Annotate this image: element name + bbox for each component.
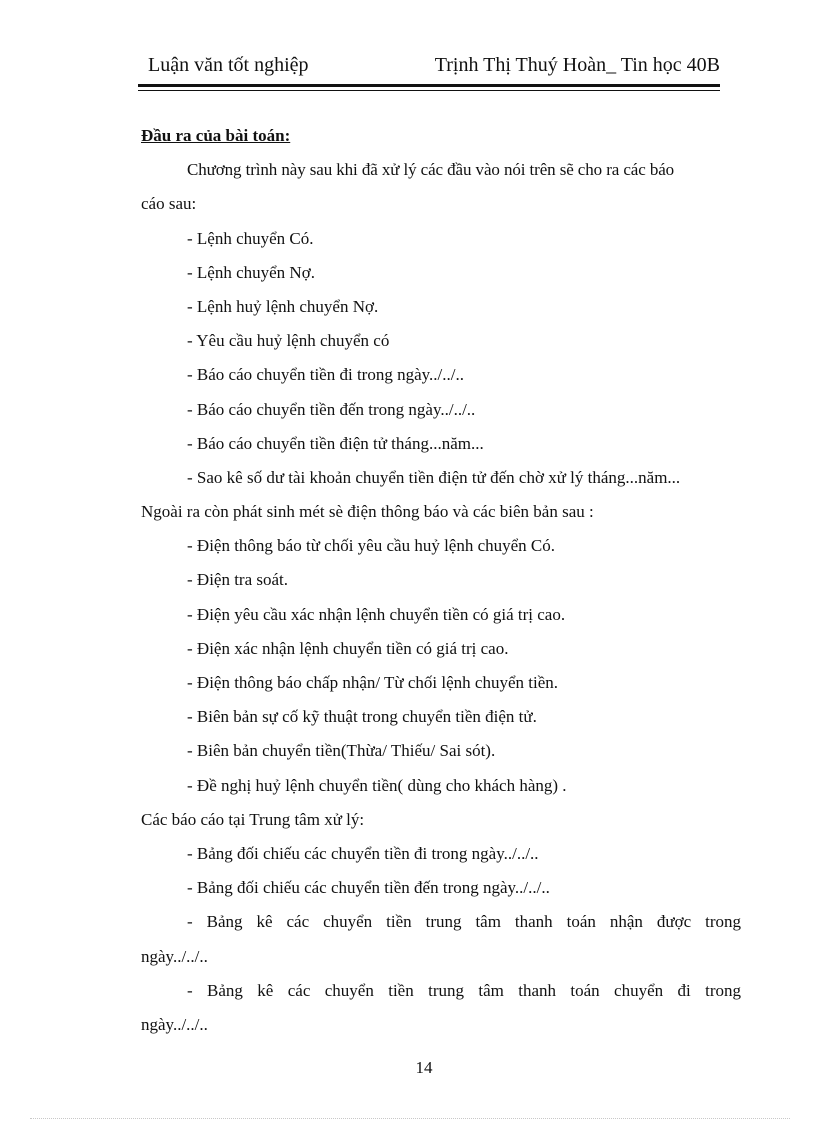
extra-item: - Đề nghị huỷ lệnh chuyển tiền( dùng cho khách hàng) .: [187, 775, 567, 795]
center-report-item: - Bảng đối chiếu các chuyển tiền đến trong ngày../../..: [187, 878, 550, 898]
extra-item: - Điện thông báo chấp nhận/ Từ chối lệnh chuyển tiền.: [187, 673, 558, 692]
report-item: - Yêu cầu huỷ lệnh chuyển có: [187, 331, 390, 351]
extra-item: - Biên bản chuyển tiền(Thừa/ Thiếu/ Sai sót).: [187, 741, 496, 761]
intro-line-1: Chương trình này sau khi đã xử lý các đầu vào nói trên sẽ cho ra các báo: [187, 160, 675, 180]
center-report-item: - Bảng đối chiếu các chuyển tiền đi trong ngày../../..: [187, 843, 539, 863]
report-item: - Lệnh huỷ lệnh chuyển Nợ.: [187, 296, 379, 316]
long-item-line-1: - Bảng kê các chuyển tiền trung tâm thanh toán nhận được trong: [187, 912, 741, 932]
extra-item: - Điện tra soát.: [187, 570, 289, 590]
long-item-line-2: ngày../../..: [141, 946, 208, 966]
extra-item: - Điện yêu cầu xác nhận lệnh chuyển tiền có giá trị cao.: [187, 604, 566, 624]
report-item: - Lệnh chuyển Có.: [187, 228, 314, 248]
extras-intro: Ngoài ra còn phát sinh mét sè điện thông báo và các biên bản sau :: [141, 502, 594, 522]
report-item: - Sao kê số dư tài khoản chuyển tiền điện tử đến chờ xử lý tháng...năm...: [187, 467, 681, 487]
section-heading: Đầu ra của bài toán:: [141, 126, 291, 145]
header-author: Trịnh Thị Thuý Hoàn_ Tin học 40B: [434, 54, 720, 76]
page-header: [138, 48, 720, 84]
document-body: [141, 119, 741, 1042]
header-thesis-label: Luận văn tốt nghiệp: [148, 54, 309, 76]
report-item: - Báo cáo chuyển tiền đi trong ngày../../..: [187, 365, 464, 385]
extra-item: - Điện thông báo từ chối yêu cầu huỷ lệnh chuyển Có.: [187, 536, 556, 556]
long-item-line-1: - Bảng kê các chuyển tiền trung tâm thanh toán chuyển đi trong: [187, 980, 741, 1000]
long-item-line-2: ngày../../..: [141, 1014, 208, 1034]
extra-item: - Điện xác nhận lệnh chuyển tiền có giá trị cao.: [187, 638, 509, 658]
page-number: 14: [415, 1058, 433, 1077]
report-item: - Báo cáo chuyển tiền điện tử tháng...năm...: [187, 433, 484, 453]
header-rule-thin: [138, 90, 720, 91]
header-rule-thick: [138, 84, 720, 87]
page-bottom-border: [30, 1118, 790, 1119]
center-intro: Các báo cáo tại Trung tâm xử lý:: [141, 809, 365, 829]
report-item: - Lệnh chuyển Nợ.: [187, 262, 315, 282]
intro-line-2: cáo sau:: [141, 194, 197, 214]
report-item: - Báo cáo chuyển tiền đến trong ngày../../..: [187, 399, 476, 419]
extra-item: - Biên bản sự cố kỹ thuật trong chuyển tiền điện tử.: [187, 707, 537, 727]
